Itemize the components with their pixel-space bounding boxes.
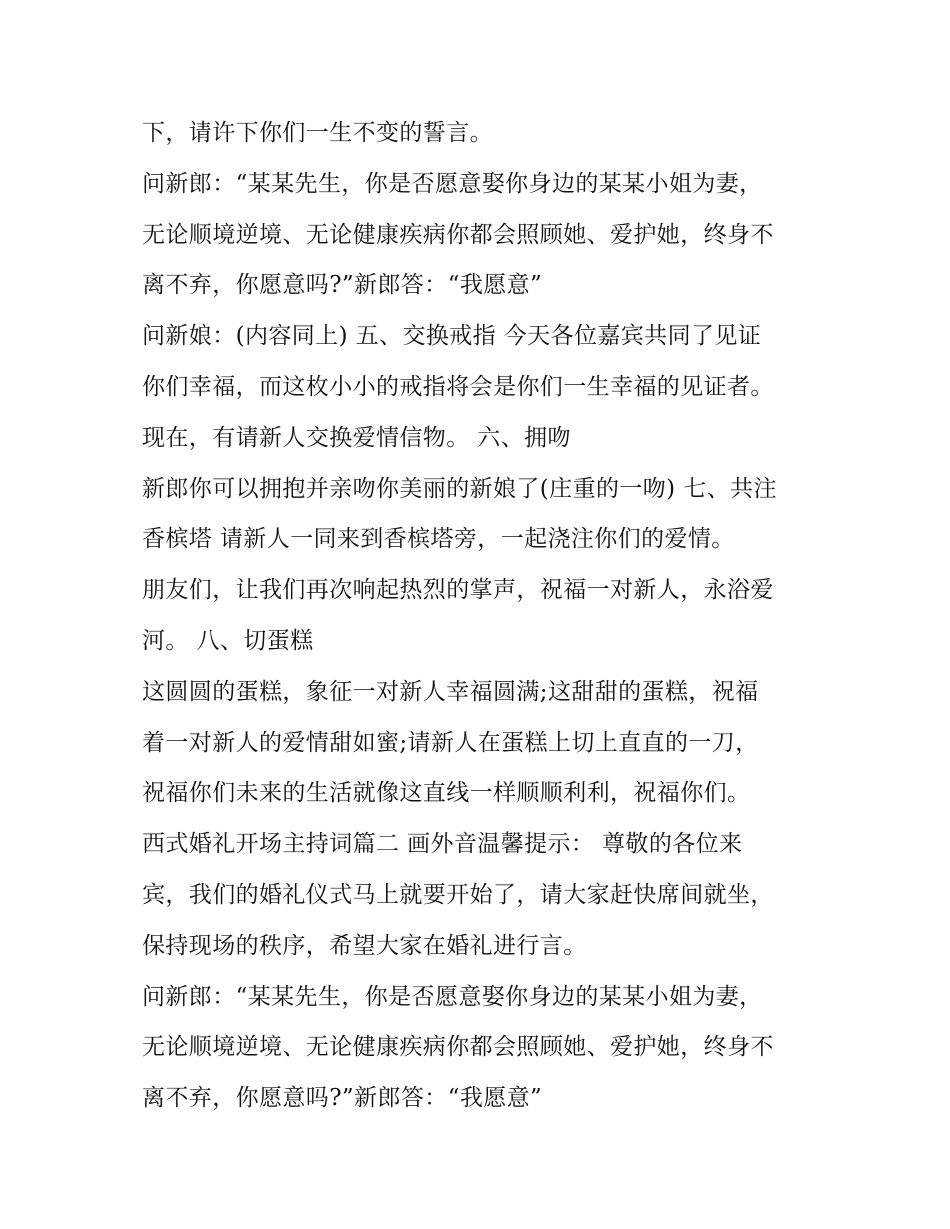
text-line: 离不弃，你愿意吗?”新郎答：“我愿意” xyxy=(142,272,543,299)
text-line: 朋友们，让我们再次响起热烈的掌声，祝福一对新人，永浴爱 xyxy=(142,577,774,604)
text-line: 保持现场的秩序，希望大家在婚礼进行言。 xyxy=(142,932,587,959)
text-line: 新郎你可以拥抱并亲吻你美丽的新娘了(庄重的一吻) 七、共注 xyxy=(142,475,777,502)
text-line: 现在，有请新人交换爱情信物。 六、拥吻 xyxy=(142,424,571,451)
text-line: 下，请许下你们一生不变的誓言。 xyxy=(142,120,493,146)
document-body xyxy=(142,108,822,1124)
text-line: 无论顺境逆境、无论健康疾病你都会照顾她、爱护她，终身不 xyxy=(142,221,774,248)
text-line: 祝福你们未来的生活就像这直线一样顺顺利利，祝福你们。 xyxy=(142,780,751,807)
text-line: 着一对新人的爱情甜如蜜;请新人在蛋糕上切上直直的一刀， xyxy=(142,729,759,756)
text-line: 宾，我们的婚礼仪式马上就要开始了，请大家赶快席间就坐， xyxy=(142,881,774,908)
text-line: 香槟塔 请新人一同来到香槟塔旁，一起浇注你们的爱情。 xyxy=(142,526,735,553)
text-line: 河。 八、切蛋糕 xyxy=(142,627,314,654)
text-line: 你们幸福，而这枚小小的戒指将会是你们一生幸福的见证者。 xyxy=(142,373,774,400)
text-line: 问新娘：(内容同上) 五、交换戒指 今天各位嘉宾共同了见证 xyxy=(142,323,762,350)
text-line: 离不弃，你愿意吗?”新郎答：“我愿意” xyxy=(142,1085,543,1112)
text-line: 无论顺境逆境、无论健康疾病你都会照顾她、爱护她，终身不 xyxy=(142,1034,774,1061)
text-line: 西式婚礼开场主持词篇二 画外音温馨提示： 尊敬的各位来 xyxy=(142,831,743,858)
text-line: 问新郎：“某某先生，你是否愿意娶你身边的某某小姐为妻， xyxy=(142,170,763,197)
text-line: 问新郎：“某某先生，你是否愿意娶你身边的某某小姐为妻， xyxy=(142,983,763,1010)
text-line: 这圆圆的蛋糕，象征一对新人幸福圆满;这甜甜的蛋糕，祝福 xyxy=(142,678,759,705)
